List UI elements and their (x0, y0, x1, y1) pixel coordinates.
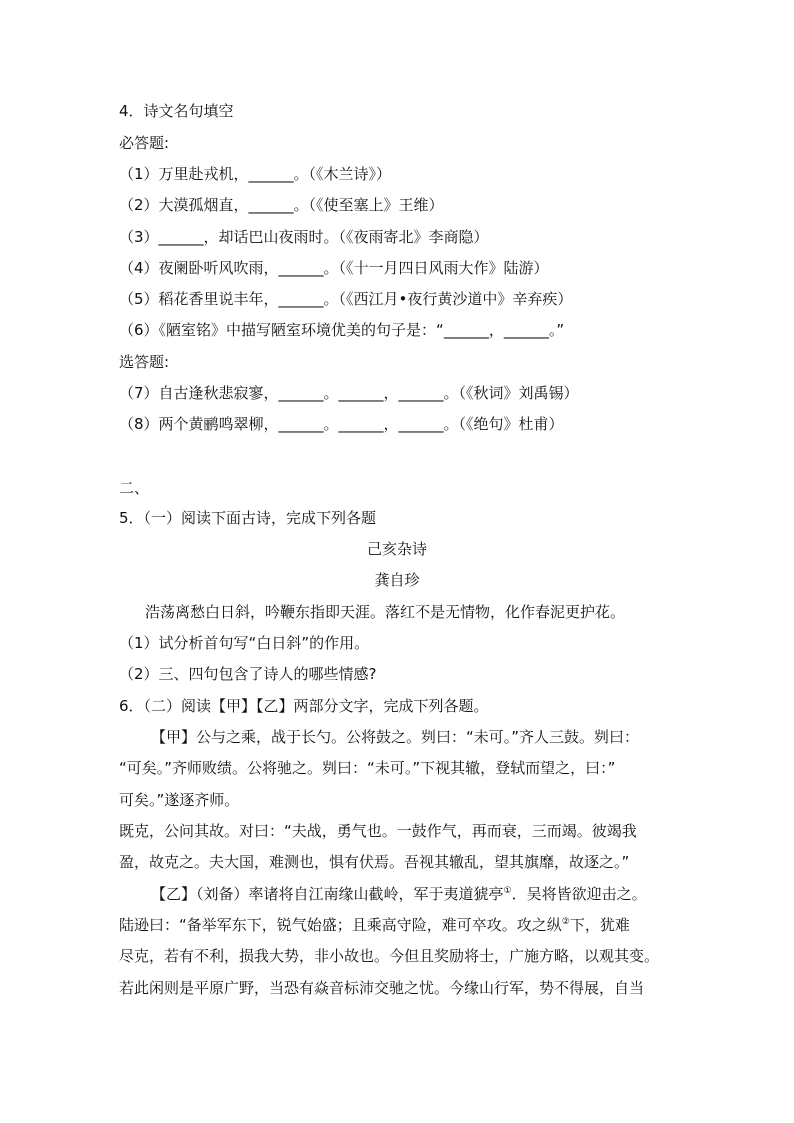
yi-line-1-a: 【乙】（刘备）率诸将自江南缘山截岭，军于夷道猇亭 (151, 885, 504, 903)
yi-line-1 (151, 884, 647, 904)
yi-line-2-a: 陆逊曰：“备举军东下，锐气始盛；且乘高守险，难可卒攻。攻之纵 (119, 916, 562, 934)
yi-line-2 (119, 915, 630, 935)
jia-line-5: 盈，故克之。夫大国，难测也，惧有伏焉。吾视其辙乱，望其旗靡，故逐之。” (119, 853, 630, 871)
required-item-4: （4）夜阑卧听风吹雨，______。（《十一月四日风雨大作》陆游） (119, 259, 549, 277)
jia-line-2: “可矣。”齐师败绩。公将驰之。刿曰：“未可。”下视其辙，登轼而望之，曰：” (119, 759, 616, 777)
required-item-2: （2）大漠孤烟直，______。（《使至塞上》王维） (119, 196, 444, 214)
required-item-1: （1）万里赴戎机，______。（《木兰诗》） (119, 165, 392, 183)
poem-title: 己亥杂诗 (366, 540, 427, 558)
required-item-5: （5）稻花香里说丰年，______。（《西江月•夜行黄沙道中》辛弃疾） (119, 290, 573, 308)
footnote-2-marker: ② (561, 917, 570, 927)
yi-line-1-b: ．吴将皆欲迎击之。 (511, 885, 647, 903)
q5-intro: 5．（一）阅读下面古诗，完成下列各题 (119, 509, 377, 527)
optional-item-7: （7）自古逢秋悲寂寥，______。______，______。（《秋词》刘禹锡） (119, 384, 579, 402)
section2-heading: 二、 (119, 479, 150, 497)
section4-heading: 4．诗文名句填空 (119, 102, 234, 120)
footnote-1-marker: ① (503, 886, 512, 896)
q6-intro: 6．（二）阅读【甲】【乙】两部分文字，完成下列各题。 (119, 697, 489, 715)
required-item-3: （3）______，却话巴山夜雨时。（《夜雨寄北》李商隐） (119, 228, 489, 246)
jia-line-4: 既克，公问其故。对曰：“夫战，勇气也。一鼓作气，再而衰，三而竭。彼竭我 (119, 822, 637, 840)
optional-label: 选答题: (119, 353, 170, 371)
yi-line-4: 若此闲则是平原广野，当恐有焱音标沛交驰之忧。今缘山行军，势不得展，自当 (119, 979, 645, 997)
q5-sub1: （1）试分析首句写“白日斜”的作用。 (119, 634, 370, 652)
yi-line-2-b: 下，犹难 (569, 916, 630, 934)
optional-item-8: （8）两个黄鹂鸣翠柳，______。______，______。（《绝句》杜甫） (119, 415, 564, 433)
yi-line-3: 尽克，若有不利，损我大势，非小故也。今但且奖励将士，广施方略，以观其变。 (119, 947, 660, 965)
q5-sub2: （2）三、四句包含了诗人的哪些情感? (119, 665, 377, 683)
poem-text: 浩荡离愁白日斜，吟鞭东指即天涯。落红不是无情物，化作春泥更护花。 (145, 603, 626, 621)
jia-line-3: 可矣。”遂逐齐师。 (119, 791, 240, 809)
required-item-6: （6）《陋室铭》中描写陋室环境优美的句子是：“______，______。” (119, 321, 565, 339)
required-label: 必答题: (119, 134, 170, 152)
jia-line-1: 【甲】公与之乘，战于长勺。公将鼓之。刿曰：“未可。”齐人三鼓。刿曰： (151, 728, 640, 746)
poem-author: 龚自珍 (374, 571, 420, 589)
